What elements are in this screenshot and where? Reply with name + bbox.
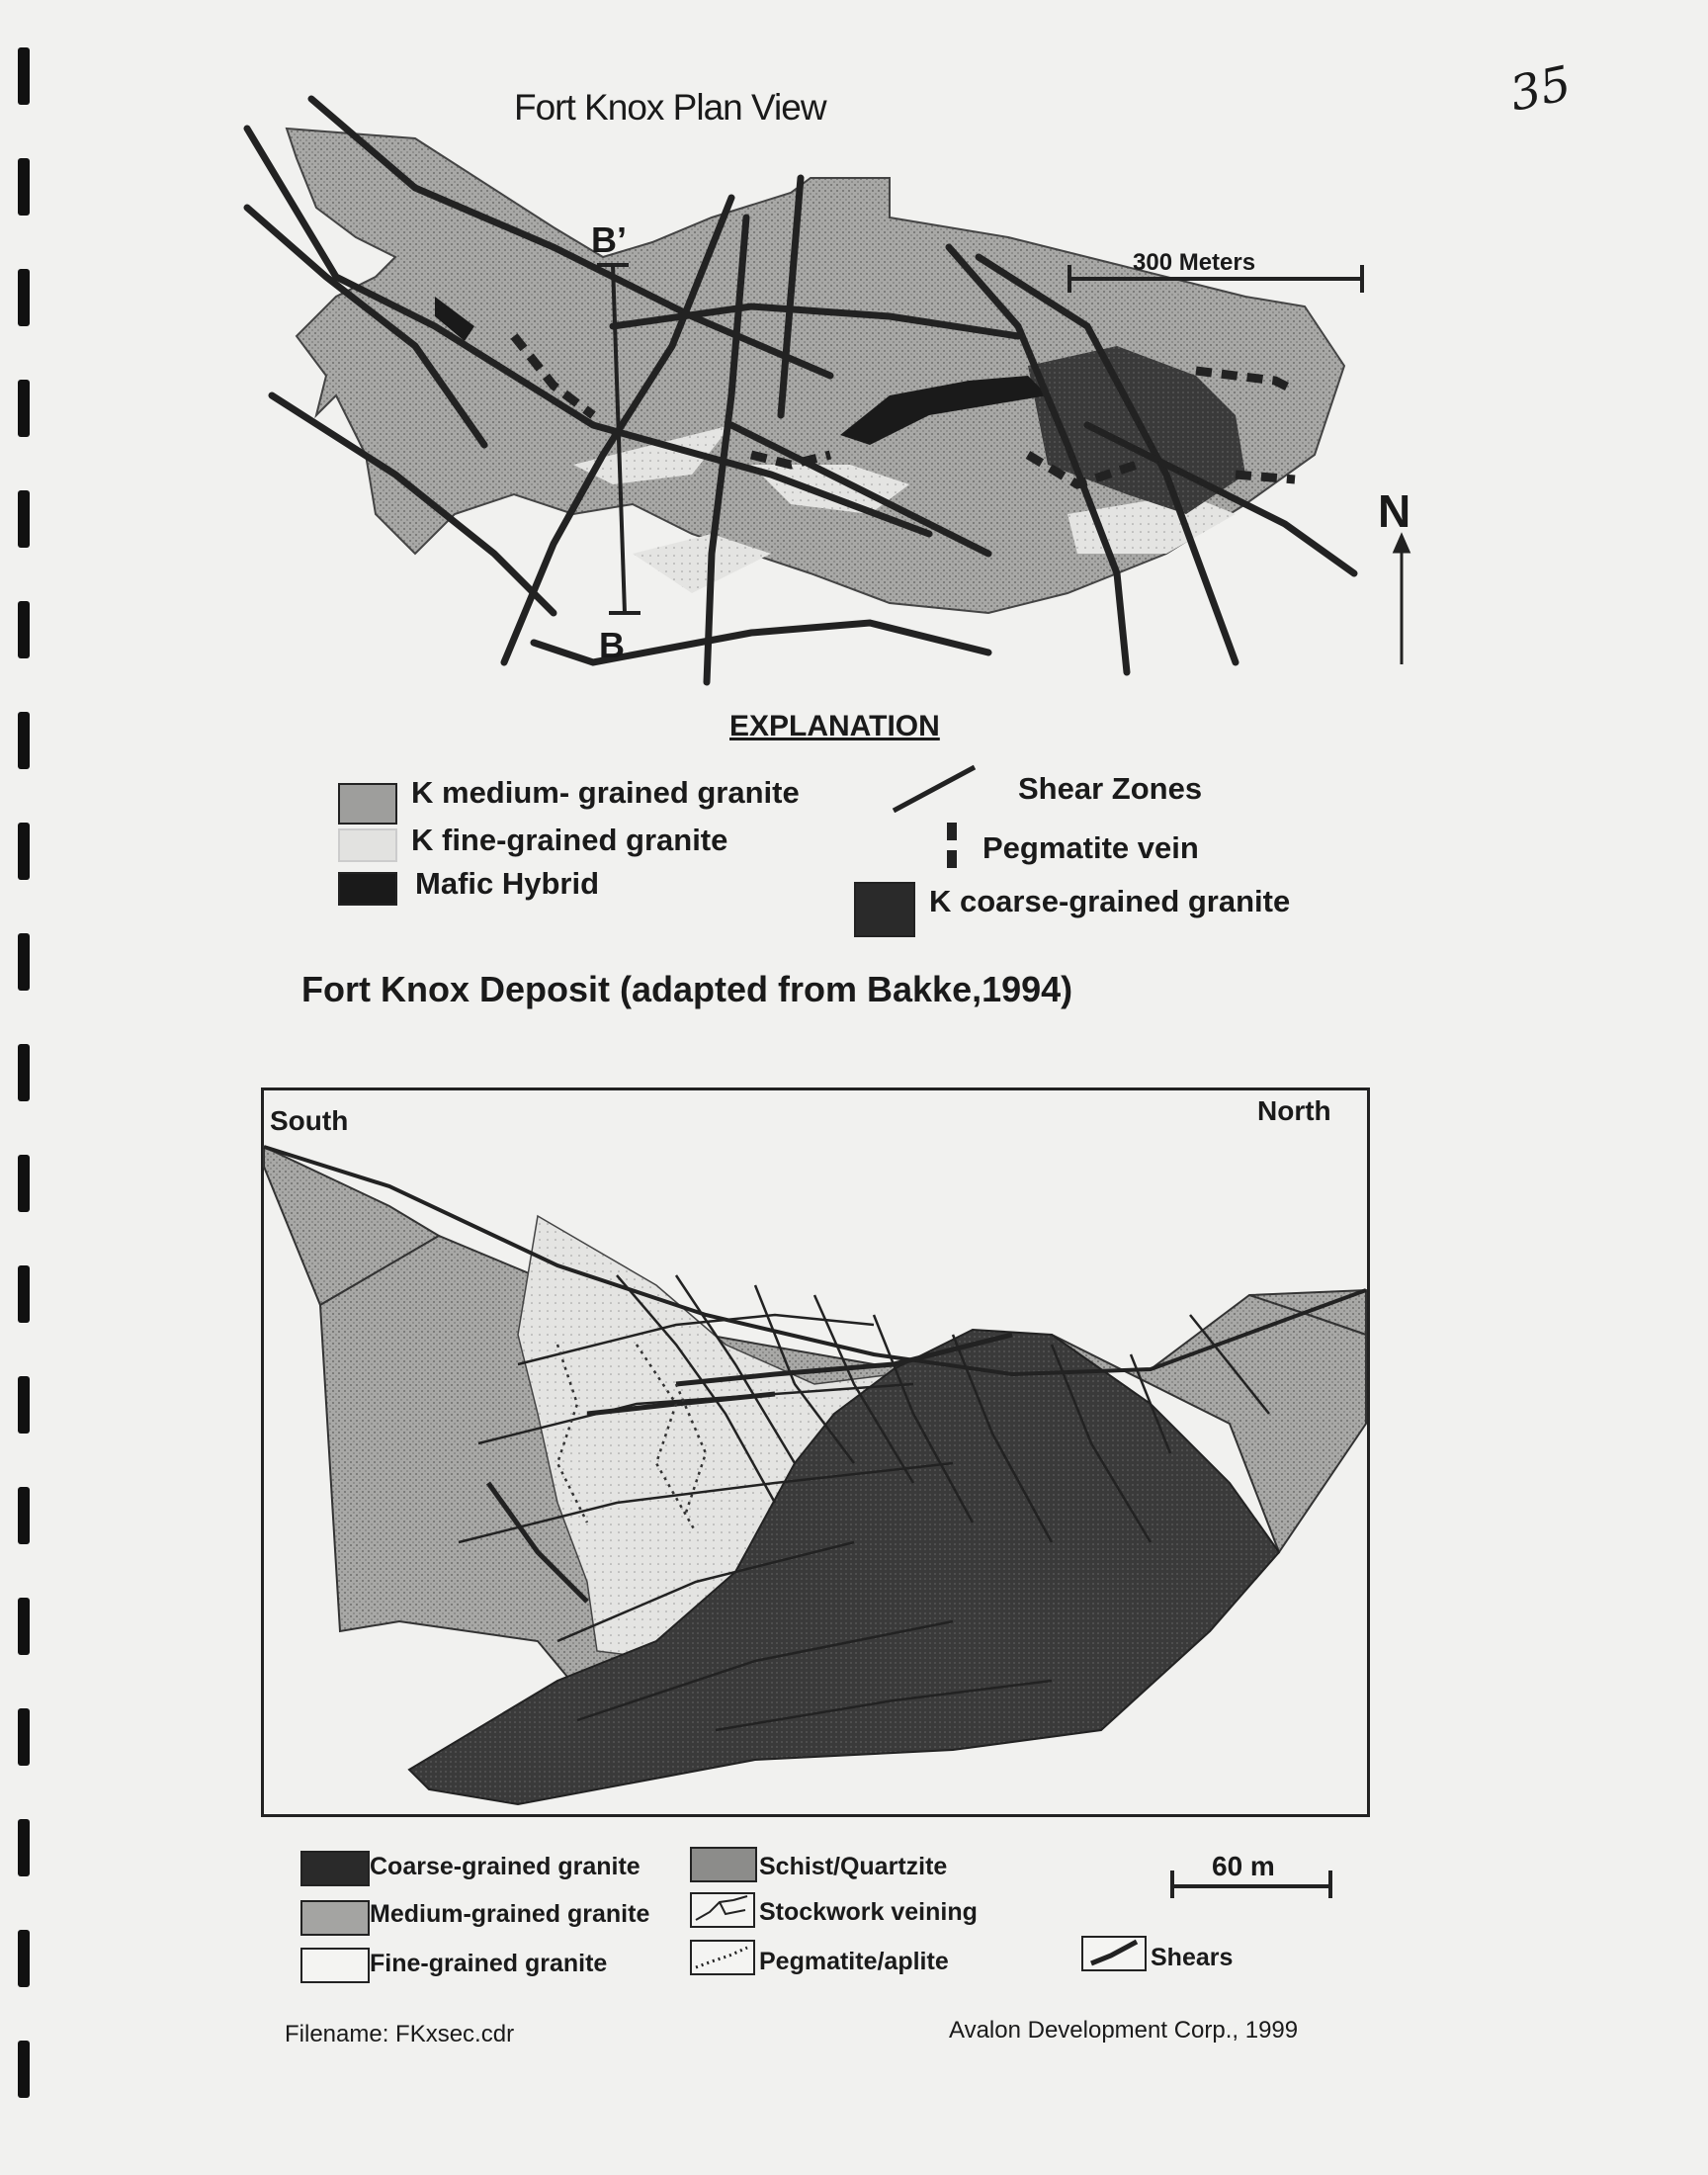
fine-granite-swatch (338, 828, 397, 862)
legend-label: K medium- grained granite (411, 775, 800, 810)
section-scale-label: 60 m (1212, 1851, 1275, 1881)
medium-granite-swatch (338, 783, 397, 825)
deposit-title: Fort Knox Deposit (adapted from Bakke,1994) (301, 969, 1073, 1009)
schist-legend-swatch (690, 1847, 757, 1882)
legend-label: Shears (1151, 1944, 1234, 1971)
pegmatite-legend-icon (690, 1940, 755, 1975)
binding-mark (18, 1376, 30, 1434)
binding-mark (18, 1265, 30, 1323)
legend-label: Pegmatite/aplite (759, 1948, 949, 1975)
south-label: South (270, 1105, 349, 1136)
legend-label: Fine-grained granite (370, 1950, 608, 1977)
binding-mark (18, 933, 30, 991)
legend-label: Stockwork veining (759, 1898, 978, 1926)
fine-granite-legend-swatch (300, 1948, 370, 1983)
binding-mark (18, 2041, 30, 2098)
credit-text: Avalon Development Corp., 1999 (949, 2017, 1299, 2044)
plan-view-map (0, 0, 1708, 712)
legend-label: Schist/Quartzite (759, 1853, 948, 1880)
binding-mark (18, 1487, 30, 1544)
legend-label: Coarse-grained granite (370, 1853, 640, 1880)
coarse-granite-legend-swatch (300, 1851, 370, 1886)
stockwork-legend-icon (690, 1892, 755, 1928)
binding-mark (18, 1930, 30, 1987)
binding-mark (18, 1044, 30, 1101)
legend-label: Mafic Hybrid (415, 866, 600, 901)
plan-scale-label: 300 Meters (1133, 249, 1256, 276)
pegmatite-dash-icon (943, 821, 963, 876)
explanation-title: EXPLANATION (729, 710, 940, 742)
binding-mark (18, 1819, 30, 1876)
north-label-section: North (1257, 1095, 1331, 1126)
legend-label: Pegmatite vein (982, 830, 1199, 865)
binding-mark (18, 1155, 30, 1212)
binding-mark (18, 1598, 30, 1655)
mafic-hybrid-swatch (338, 872, 397, 906)
section-bottom-label: B (599, 625, 625, 665)
shear-line-icon (890, 743, 979, 813)
binding-mark (18, 712, 30, 769)
legend-label: K fine-grained granite (411, 823, 728, 857)
coarse-granite-swatch (854, 882, 915, 937)
legend-label: K coarse-grained granite (929, 884, 1291, 918)
north-label: N (1378, 485, 1411, 537)
medium-granite-legend-swatch (300, 1900, 370, 1936)
legend-label: Shear Zones (1018, 771, 1203, 806)
shears-legend-icon (1081, 1936, 1147, 1971)
cross-section-diagram (261, 1088, 1370, 1817)
binding-mark (18, 1708, 30, 1766)
filename-text: Filename: FKxsec.cdr (285, 2021, 515, 2047)
legend-label: Medium-grained granite (370, 1900, 650, 1928)
section-top-label: B’ (591, 219, 627, 260)
binding-mark (18, 823, 30, 880)
north-arrow-icon (1395, 536, 1409, 664)
plan-view-title: Fort Knox Plan View (514, 87, 826, 128)
page-number: 35 (1504, 55, 1577, 123)
